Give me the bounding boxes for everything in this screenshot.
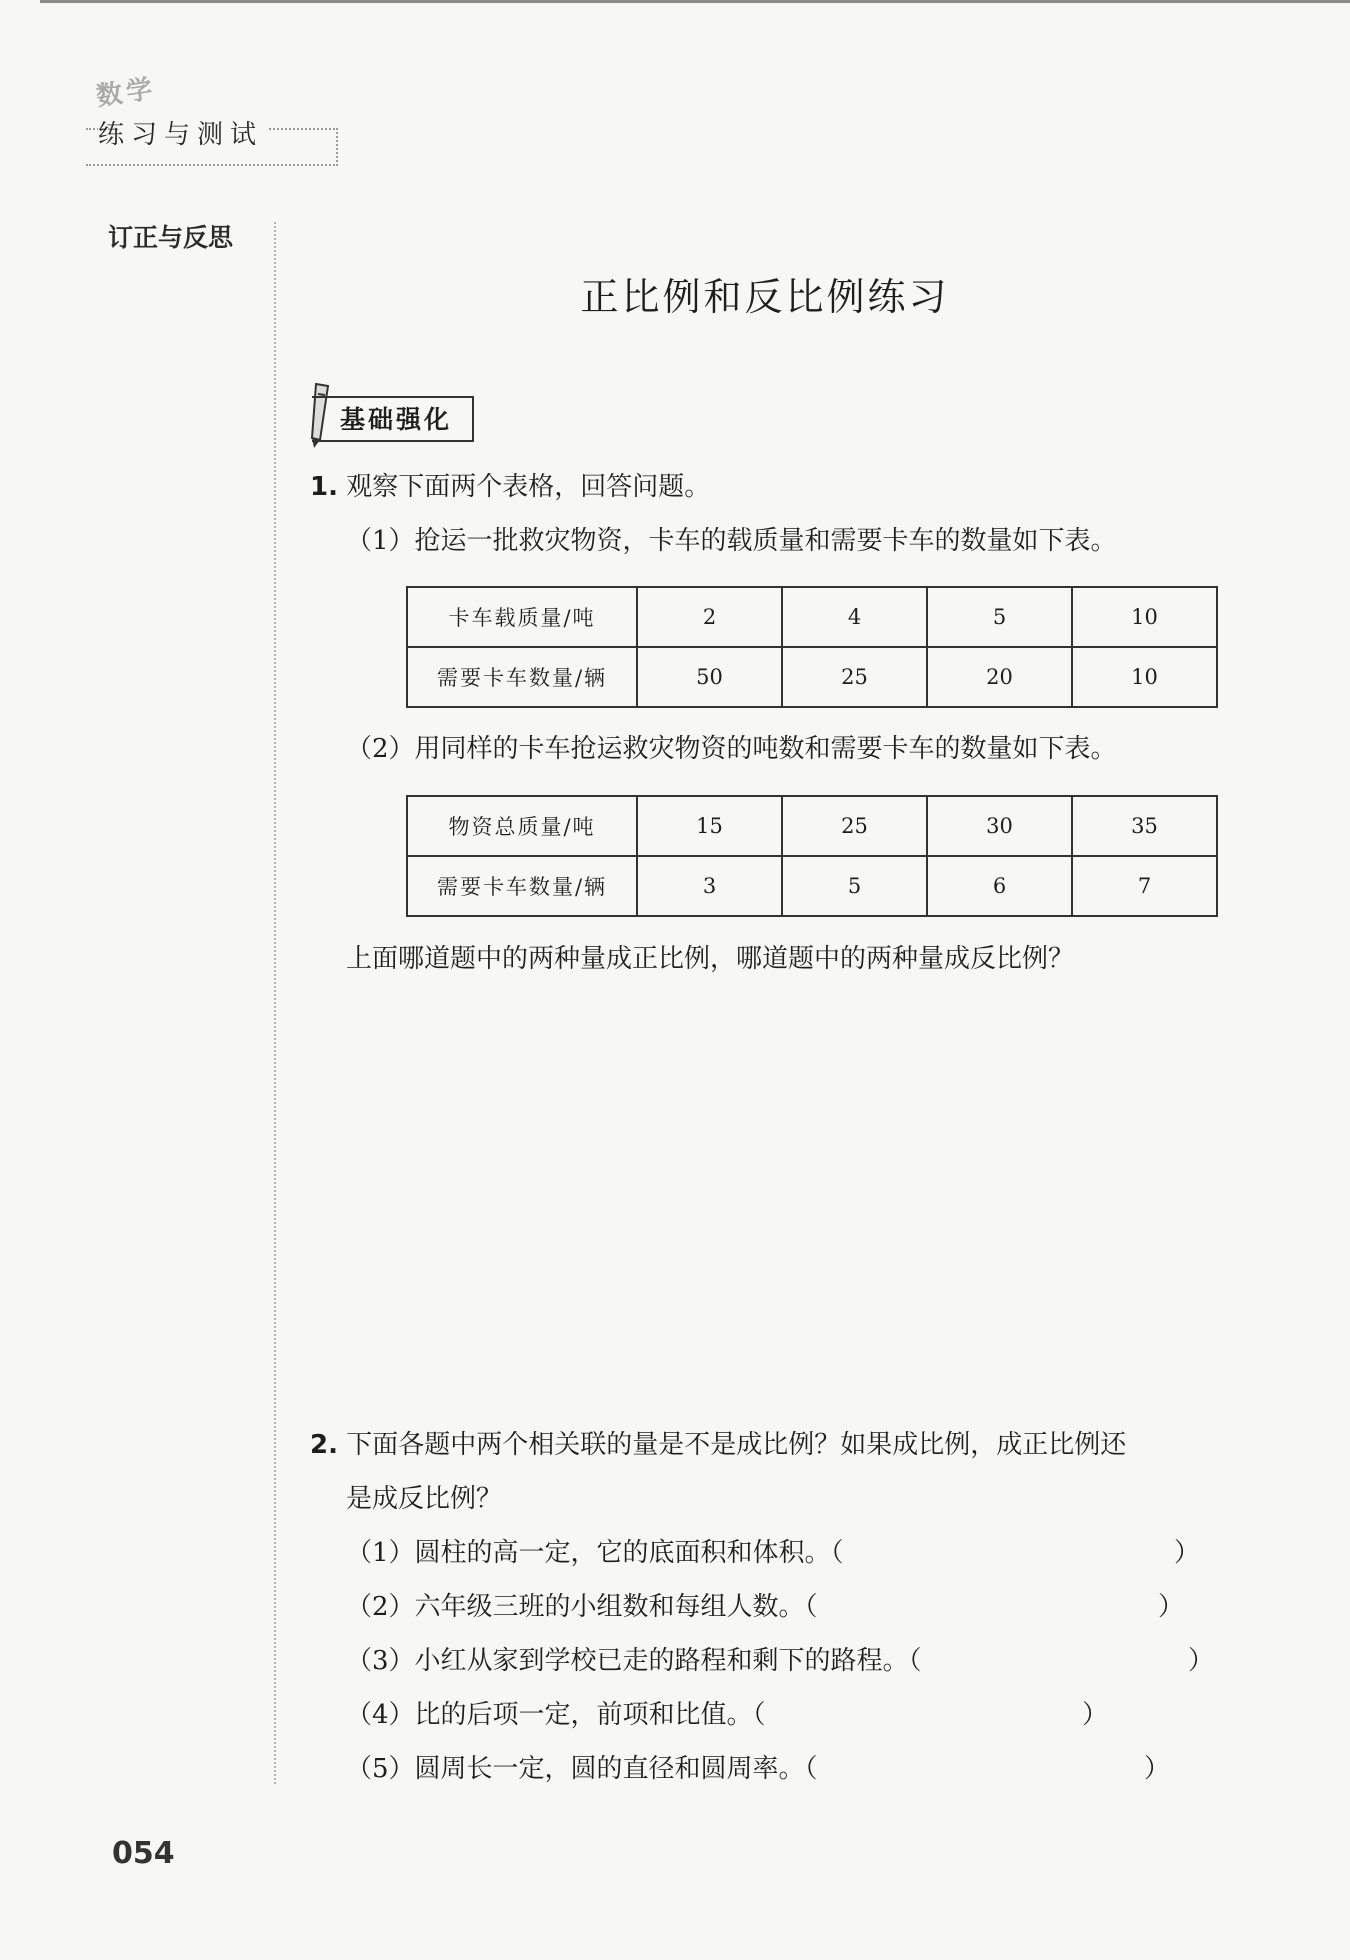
question-2-item-3 (346, 1644, 922, 1678)
item-label: （2） (346, 1592, 415, 1622)
table-cell: 30 (927, 796, 1072, 856)
answer-blank-close: ） (1144, 1754, 1171, 1784)
question-1-sub-1 (346, 524, 1117, 558)
lesson-title: 正比例和反比例练习 (580, 275, 950, 319)
question-1-sub-2 (346, 732, 1117, 766)
header-subject: 数学 (94, 73, 159, 113)
item-text: 小红从家到学校已走的路程和剩下的路程。（ (414, 1646, 922, 1676)
question-2-text-line-1: 下面各题中两个相关联的量是不是成比例？如果成比例，成正比例还 (346, 1430, 1127, 1460)
item-label: （1） (346, 1538, 415, 1568)
sub-1-label: （1） (346, 526, 415, 556)
header-book-title: 练习与测试 (98, 114, 269, 151)
table-cell: 10 (1072, 587, 1217, 647)
page-top-border (40, 0, 1350, 3)
question-2-text-line-2: 是成反比例？ (346, 1484, 503, 1514)
item-text: 圆柱的高一定，它的底面积和体积。（ (414, 1538, 844, 1568)
question-1-prompt: 上面哪道题中的两种量成正比例，哪道题中的两种量成反比例？ (346, 944, 1075, 974)
sub-1-text: 抢运一批救灾物资，卡车的载质量和需要卡车的数量如下表。 (414, 526, 1117, 556)
answer-blank-close: ） (1188, 1646, 1215, 1676)
table-cell: 20 (927, 647, 1072, 707)
table-row (407, 796, 1217, 856)
table-cell: 50 (637, 647, 782, 707)
table-1-row-2-header: 需要卡车数量/辆 (407, 647, 637, 707)
question-1 (310, 470, 710, 504)
table-1 (406, 586, 1218, 708)
table-2 (406, 795, 1218, 917)
question-2-number: 2. (310, 1430, 338, 1460)
table-row (407, 647, 1217, 707)
table-1-row-1-header: 卡车载质量/吨 (407, 587, 637, 647)
table-cell: 6 (927, 856, 1072, 916)
table-cell: 2 (637, 587, 782, 647)
answer-blank-close: ） (1082, 1700, 1109, 1730)
table-cell: 10 (1072, 647, 1217, 707)
table-cell: 25 (782, 647, 927, 707)
sidebar-label: 订正与反思 (108, 223, 234, 252)
question-2-item-4 (346, 1698, 766, 1732)
table-2-row-1-header: 物资总质量/吨 (407, 796, 637, 856)
table-cell: 5 (927, 587, 1072, 647)
table-cell: 4 (782, 587, 927, 647)
table-cell: 15 (637, 796, 782, 856)
table-cell: 25 (782, 796, 927, 856)
question-2 (310, 1428, 1126, 1462)
table-cell: 3 (637, 856, 782, 916)
sub-2-label: （2） (346, 734, 415, 764)
item-text: 六年级三班的小组数和每组人数。（ (414, 1592, 818, 1622)
question-2-item-5 (346, 1752, 818, 1786)
item-text: 比的后项一定，前项和比值。（ (414, 1700, 766, 1730)
item-text: 圆周长一定，圆的直径和圆周率。（ (414, 1754, 818, 1784)
section-label: 基础强化 (340, 405, 453, 434)
table-row (407, 856, 1217, 916)
table-2-row-2-header: 需要卡车数量/辆 (407, 856, 637, 916)
table-cell: 7 (1072, 856, 1217, 916)
answer-blank-close: ） (1158, 1592, 1185, 1622)
page-number: 054 (112, 1836, 175, 1871)
table-row (407, 587, 1217, 647)
sub-2-text: 用同样的卡车抢运救灾物资的吨数和需要卡车的数量如下表。 (414, 734, 1117, 764)
question-2-item-2 (346, 1590, 818, 1624)
item-label: （3） (346, 1646, 415, 1676)
sidebar-divider (274, 222, 276, 1784)
question-2-item-1 (346, 1536, 844, 1570)
item-label: （4） (346, 1700, 415, 1730)
item-label: （5） (346, 1754, 415, 1784)
table-cell: 35 (1072, 796, 1217, 856)
answer-blank-close: ） (1174, 1538, 1201, 1568)
question-1-text: 观察下面两个表格，回答问题。 (346, 472, 711, 502)
question-1-number: 1. (310, 472, 338, 502)
table-cell: 5 (782, 856, 927, 916)
